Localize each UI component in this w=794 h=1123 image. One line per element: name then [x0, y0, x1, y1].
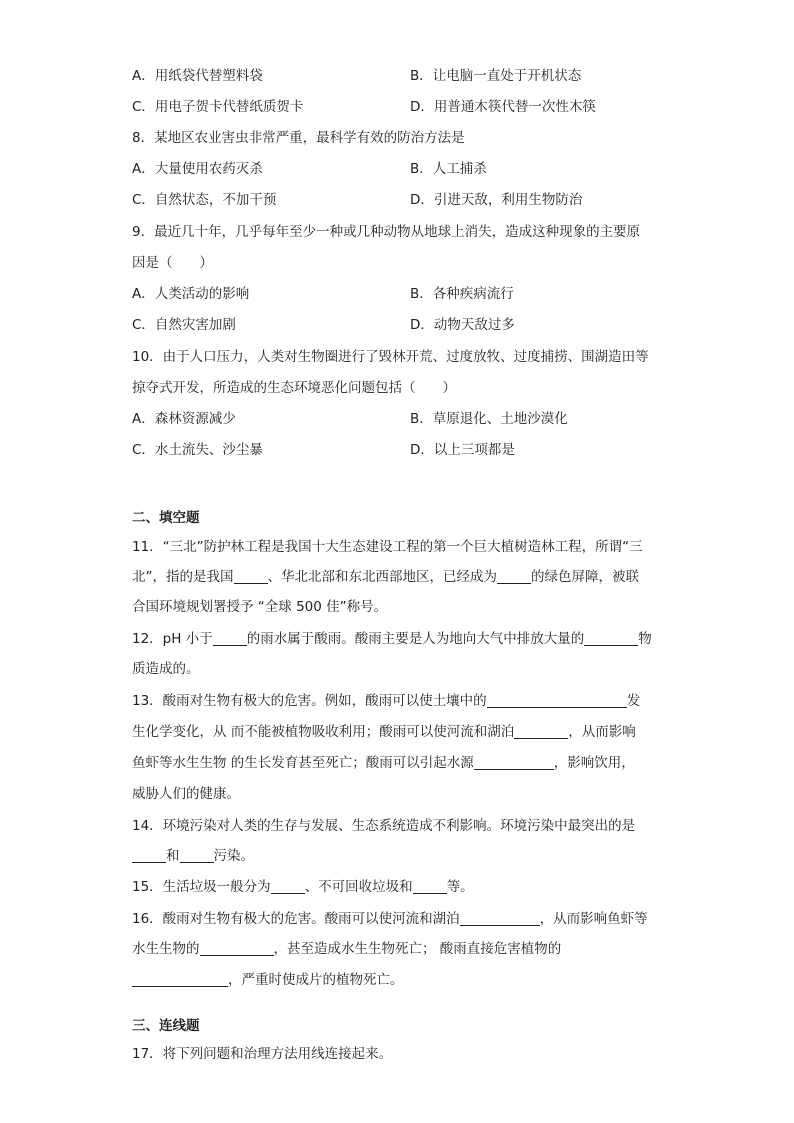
q9-stem-line-2: 因是（ ） [132, 255, 213, 271]
q12-line-1 [132, 629, 652, 649]
q9-stem-line-1: 9．最近几十年，几乎每年至少一种或几种动物从地球上消失，造成这种现象的主要原 [132, 224, 641, 240]
q14-line-1: 14．环境污染对人类的生存与发展、生态系统造成不利影响。环境污染中最突出的是 [132, 818, 636, 834]
q15-blank-2[interactable] [413, 878, 447, 894]
q11-blank-1[interactable] [234, 568, 268, 584]
q8-option-c: C．自然状态，不加干预 [132, 192, 277, 208]
q15-text-c: 等。 [446, 879, 474, 895]
q16-text-a: 16．酸雨对生物有极大的危害。酸雨可以使河流和湖泊 [132, 911, 460, 927]
q7-option-a: A．用纸袋代替塑料袋 [132, 68, 263, 84]
q13-line-3 [132, 753, 635, 773]
q10-option-d: D．以上三项都是 [410, 442, 515, 458]
q13-line-4: 威胁人们的健康。 [132, 786, 240, 802]
q9-option-d: D．动物天敌过多 [410, 317, 515, 333]
section-title-fill-blank: 二、填空题 [132, 510, 200, 526]
q13-text-a: 13．酸雨对生物有极大的危害。例如，酸雨可以使土壤中的 [132, 693, 487, 709]
q8-option-a: A．大量使用农药灭杀 [132, 161, 263, 177]
q16-blank-2[interactable] [200, 940, 274, 956]
q7-options-row-1 [132, 66, 692, 86]
q17-stem: 17．将下列问题和治理方法用线连接起来。 [132, 1046, 393, 1062]
q15-text-b: 、不可回收垃圾和 [304, 879, 413, 895]
q12-line-2: 质造成的。 [132, 661, 200, 677]
q9-option-c: C．自然灾害加剧 [132, 317, 236, 333]
q9-option-b: B．各种疾病流行 [410, 286, 514, 302]
q12-text-b: 的雨水属于酸雨。酸雨主要是人为地向大气中排放大量的 [246, 631, 585, 647]
q10-options-row-2 [132, 440, 692, 460]
q13-blank-1[interactable] [487, 692, 627, 708]
q16-line-2 [132, 939, 561, 959]
q15-blank-1[interactable] [271, 878, 305, 894]
q14-blank-2[interactable] [180, 847, 214, 863]
q16-text-e: ，严重时使成片的植物死亡。 [228, 972, 404, 988]
q9-option-a: A．人类活动的影响 [132, 286, 250, 302]
q9-options-row-2 [132, 315, 692, 335]
q10-option-b: B．草原退化、土地沙漠化 [410, 411, 568, 427]
q7-option-d: D．用普通木筷代替一次性木筷 [410, 99, 596, 115]
q11-text-a: 北”，指的是我国 [132, 569, 234, 585]
q13-line-1 [132, 691, 640, 711]
q8-options-row-2 [132, 190, 692, 210]
q16-blank-1[interactable] [460, 910, 540, 926]
q14-text-b: 污染。 [213, 848, 254, 864]
q11-line-2 [132, 567, 639, 587]
q7-option-b: B．让电脑一直处于开机状态 [410, 68, 582, 84]
q12-blank-2[interactable] [584, 630, 638, 646]
q10-stem-line-1: 10．由于人口压力，人类对生物圈进行了毁林开荒、过度放牧、过度捕捞、围湖造田等 [132, 349, 649, 365]
q13-blank-3[interactable] [474, 754, 554, 770]
q12-blank-1[interactable] [213, 630, 247, 646]
section-title-matching: 三、连线题 [132, 1018, 200, 1034]
q13-text-f: ，影响饮用， [553, 755, 635, 771]
q14-line-2 [132, 846, 254, 866]
q9-options-row-1 [132, 284, 692, 304]
q14-text-a: 和 [166, 848, 180, 864]
q10-option-c: C．水土流失、沙尘暴 [132, 442, 263, 458]
q12-text-a: 12．pH 小于 [132, 631, 213, 647]
q15-text-a: 15．生活垃圾一般分为 [132, 879, 271, 895]
q16-line-1 [132, 909, 648, 929]
q10-stem-line-2: 掠夺式开发，所造成的生态环境恶化问题包括（ ） [132, 380, 456, 396]
q16-text-d: ，甚至造成水生生物死亡； 酸雨直接危害植物的 [273, 941, 562, 957]
q12-text-c: 物 [638, 631, 652, 647]
q13-blank-2[interactable] [514, 723, 568, 739]
q7-option-c: C．用电子贺卡代替纸质贺卡 [132, 99, 304, 115]
q11-blank-2[interactable] [497, 568, 531, 584]
q13-text-b: 发 [626, 693, 641, 709]
q11-text-c: 的绿色屏障，被联 [531, 569, 639, 585]
q13-line-2 [132, 722, 636, 742]
q16-text-c: 水生生物的 [132, 941, 200, 957]
q13-text-e: 鱼虾等水生生物 的生长发育甚至死亡；酸雨可以引起水源 [132, 755, 474, 771]
q11-line-3: 合国环境规划署授予 “全球 500 佳”称号。 [132, 599, 388, 615]
q10-option-a: A．森林资源减少 [132, 411, 236, 427]
q14-blank-1[interactable] [132, 847, 166, 863]
q10-options-row-1 [132, 409, 692, 429]
q8-option-d: D．引进天敌，利用生物防治 [410, 192, 583, 208]
q13-text-d: ，从而影响 [568, 724, 636, 740]
q15-line [132, 877, 474, 897]
q8-stem: 8．某地区农业害虫非常严重，最科学有效的防治方法是 [132, 130, 465, 146]
q8-option-b: B．人工捕杀 [410, 161, 487, 177]
q7-options-row-2 [132, 97, 692, 117]
q16-line-3 [132, 970, 404, 990]
q11-text-b: 、华北北部和东北西部地区，已经成为 [267, 569, 497, 585]
q16-blank-3[interactable] [132, 971, 228, 987]
q13-text-c: 生化学变化，从 而不能被植物吸收利用；酸雨可以使河流和湖泊 [132, 724, 515, 740]
q16-text-b: ，从而影响鱼虾等 [539, 911, 648, 927]
q11-line-1: 11．“三北”防护林工程是我国十大生态建设工程的第一个巨大植树造林工程，所谓“三 [132, 539, 643, 555]
q8-options-row-1 [132, 159, 692, 179]
